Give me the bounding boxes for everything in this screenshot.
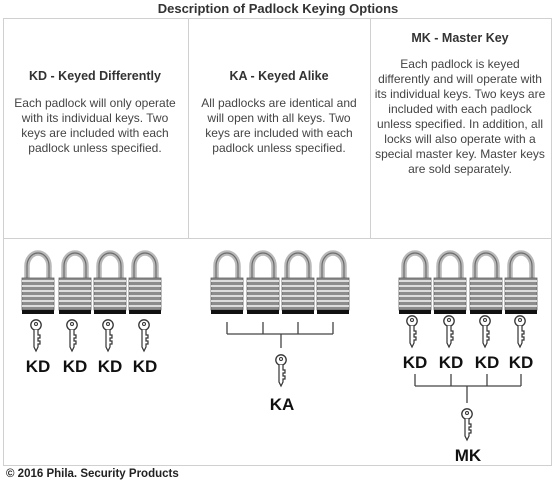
kd-label: KD [25, 357, 51, 376]
padlock-icon [129, 253, 161, 314]
padlock-icon [434, 253, 466, 314]
key-icon [103, 320, 113, 351]
key-icon [407, 316, 417, 347]
column-divider [188, 19, 189, 238]
key-icon [515, 316, 525, 347]
key-icon [462, 409, 472, 440]
padlock-icon [22, 253, 54, 314]
key-icon [31, 320, 41, 351]
key-icon [480, 316, 490, 347]
padlock-icon [505, 253, 537, 314]
padlock-icon [94, 253, 126, 314]
kd-label: KD [97, 357, 123, 376]
option-ka [195, 69, 363, 156]
keying-diagram [0, 238, 556, 468]
key-icon [444, 316, 454, 347]
kd-label: KD [474, 353, 500, 372]
padlock-icon [211, 253, 243, 314]
mk-connector [415, 374, 521, 403]
option-ka-description: All padlocks are identical and will open with all keys. Two keys are included with each padlock unless specified. [201, 96, 357, 155]
column-divider [370, 19, 371, 238]
option-kd [14, 69, 176, 156]
option-ka-heading: KA - Keyed Alike [229, 69, 329, 83]
kd-label: KD [62, 357, 88, 376]
ka-diagram [211, 253, 349, 414]
option-kd-heading: KD - Keyed Differently [29, 69, 161, 83]
key-icon [139, 320, 149, 351]
padlock-icon [59, 253, 91, 314]
padlock-icon [399, 253, 431, 314]
option-mk [374, 31, 546, 177]
padlock-icon [470, 253, 502, 314]
option-mk-heading: MK - Master Key [411, 31, 509, 45]
page-title: Description of Padlock Keying Options [157, 1, 399, 16]
key-icon [67, 320, 77, 351]
mk-label: MK [454, 446, 482, 465]
kd-label: KD [508, 353, 534, 372]
option-kd-description: Each padlock will only operate with its individual keys. Two keys are included with each padlock unless specified. [14, 96, 176, 155]
kd-label: KD [402, 353, 428, 372]
option-mk-description: Each padlock is keyed differently and will operate with its individual keys. Two keys are included with each padlock unless specified. In addition, all locks will also operate with a special master key. Master keys are sold separately. [374, 57, 546, 176]
padlock-icon [282, 253, 314, 314]
padlock-icon [317, 253, 349, 314]
padlock-icon [247, 253, 279, 314]
copyright-footer: © 2016 Phila. Security Products [6, 468, 179, 480]
ka-connector [227, 322, 333, 348]
kd-diagram [22, 253, 161, 376]
kd-label: KD [438, 353, 464, 372]
key-icon [276, 355, 286, 386]
kd-label: KD [132, 357, 158, 376]
mk-diagram [399, 253, 537, 465]
ka-label: KA [269, 395, 295, 414]
